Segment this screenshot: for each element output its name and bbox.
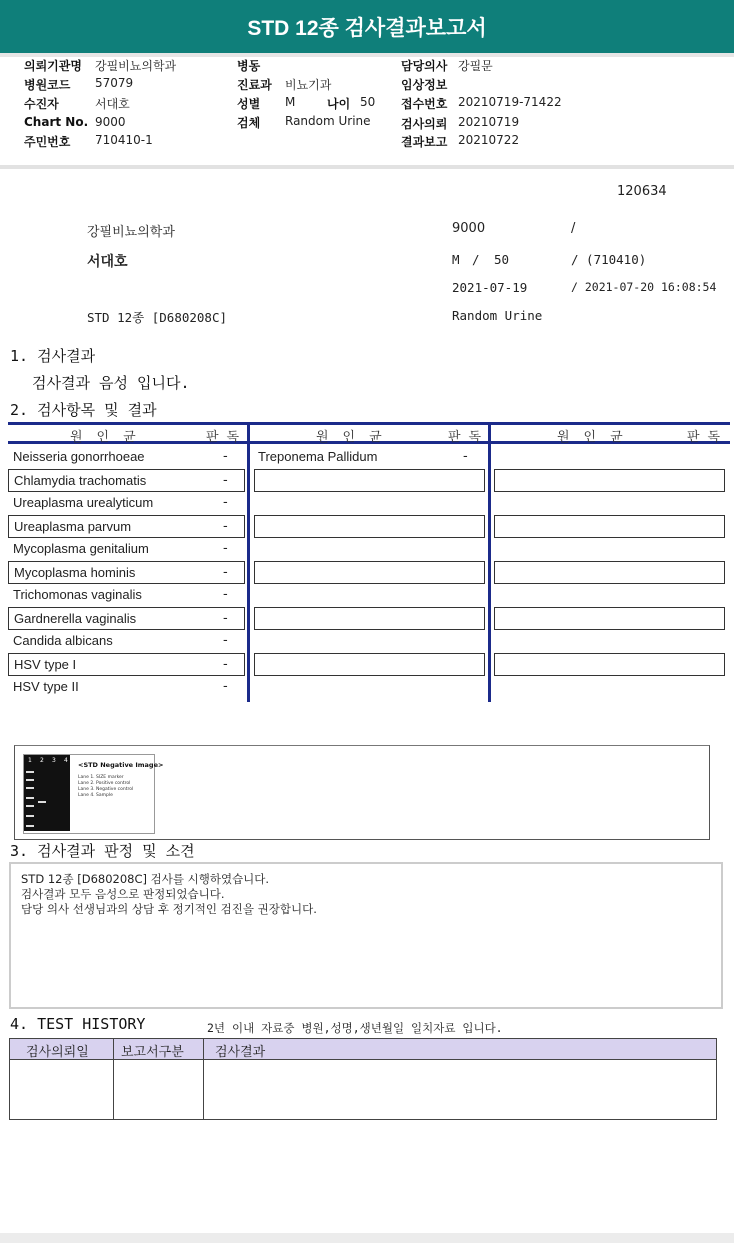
report-chart: 9000 (452, 221, 486, 236)
organism-result: - (223, 565, 228, 580)
label-age: 나이 (327, 97, 351, 111)
value-receipt-number: 20210719-71422 (458, 95, 562, 109)
gel-band (26, 797, 34, 799)
history-header-report-type: 보고서구분 (121, 1045, 184, 1060)
organism-name: HSV type II (13, 679, 79, 694)
report-datetime: / 2021-07-20 16:08:54 (571, 280, 717, 294)
col2-header-organism: 원인균 (316, 430, 396, 445)
table-row (8, 561, 245, 584)
report-sex-age-separator: / (472, 252, 480, 267)
report-specimen: Random Urine (452, 308, 543, 323)
table-row (8, 515, 245, 538)
organism-result: - (223, 473, 228, 488)
report-test-name: STD 12종 [D680208C] (87, 310, 228, 325)
gel-band (26, 815, 34, 817)
organism-name: Ureaplasma parvum (14, 519, 132, 534)
column-divider-1 (247, 422, 250, 702)
gel-band (26, 771, 34, 773)
organism-result: - (223, 633, 228, 648)
section2-title: 2. 검사항목 및 결과 (10, 401, 157, 419)
empty-cell (494, 561, 725, 584)
report-sex: M (452, 252, 460, 267)
value-resident-number: 710410-1 (95, 133, 153, 147)
lane-label: 1 (28, 757, 32, 764)
history-column-divider (203, 1039, 204, 1119)
table-row (8, 676, 245, 699)
empty-cell (254, 561, 485, 584)
empty-cell (494, 653, 725, 676)
history-column-divider (113, 1039, 114, 1119)
opinion-line: 담당 의사 선생님과의 상담 후 정기적인 검진을 권장합니다. (21, 902, 317, 916)
organism-name: Treponema Pallidum (258, 449, 378, 464)
empty-cell (254, 607, 485, 630)
table-row (8, 607, 245, 630)
table-top-border (8, 422, 730, 425)
value-hospital-code: 57079 (95, 76, 134, 90)
col3-header-verdict: 판독 (687, 430, 729, 445)
header-divider (0, 165, 734, 169)
column-divider-2 (488, 422, 491, 702)
table-row (8, 630, 245, 653)
gel-legend-item: Lane 1. SIZE marker (78, 775, 124, 780)
label-resident-number: 주민번호 (24, 135, 71, 149)
label-doctor: 담당의사 (401, 59, 448, 73)
organism-result: - (463, 449, 468, 464)
gel-image (24, 755, 70, 831)
value-doctor: 강필문 (458, 59, 493, 73)
gel-band (26, 787, 34, 789)
organism-name: Gardnerella vaginalis (14, 611, 137, 626)
opinion-box (9, 862, 723, 1009)
history-header (10, 1039, 716, 1060)
organism-result: - (223, 657, 228, 672)
col3-header-organism: 원인균 (557, 430, 637, 445)
empty-cell (494, 515, 725, 538)
empty-cell (254, 653, 485, 676)
gel-legend-item: Lane 3. Negative control (78, 787, 134, 792)
label-clinical-info: 임상정보 (401, 78, 448, 92)
organism-result: - (223, 587, 228, 602)
value-test-request: 20210719 (458, 115, 520, 129)
value-requesting-institution: 강필비뇨의학과 (95, 59, 177, 73)
organism-name: Mycoplasma genitalium (13, 541, 149, 556)
results-table (8, 422, 730, 702)
label-test-request: 검사의뢰 (401, 117, 448, 131)
organism-name: HSV type I (14, 657, 77, 672)
empty-cell (254, 469, 485, 492)
gel-band (26, 779, 34, 781)
organism-name: Candida albicans (13, 633, 113, 648)
value-patient: 서대호 (95, 97, 130, 111)
organism-name: Chlamydia trachomatis (14, 473, 147, 488)
label-chart-no: Chart No. (24, 115, 89, 129)
value-specimen: Random Urine (285, 114, 371, 128)
footer-bar (0, 1233, 734, 1243)
table-row (8, 492, 245, 515)
gel-image-frame (14, 745, 710, 840)
organism-name: Mycoplasma hominis (14, 565, 136, 580)
section4-title: 4. TEST HISTORY (10, 1015, 146, 1033)
label-requesting-institution: 의뢰기관명 (24, 59, 82, 73)
value-age: 50 (360, 95, 376, 109)
organism-name: Neisseria gonorrhoeae (13, 449, 145, 464)
empty-cell (494, 469, 725, 492)
report-jumin: / (710410) (571, 252, 647, 267)
label-specimen: 검체 (237, 116, 261, 130)
table-row (8, 584, 245, 607)
label-result-report: 결과보고 (401, 135, 448, 149)
report-clinic: 강필비뇨의학과 (87, 225, 175, 240)
col2-header-verdict: 판독 (448, 430, 490, 445)
organism-result: - (223, 449, 228, 464)
table-row (8, 469, 245, 492)
gel-image-card (23, 754, 164, 834)
table-row (8, 538, 245, 561)
col1-header-organism: 원인균 (70, 430, 150, 445)
label-ward: 병동 (237, 59, 261, 73)
label-receipt-number: 접수번호 (401, 97, 448, 111)
value-department: 비뇨기과 (285, 78, 332, 92)
organism-result: - (223, 541, 228, 556)
report-banner (0, 0, 734, 57)
organism-name: Ureaplasma urealyticum (13, 495, 154, 510)
history-table (9, 1038, 717, 1120)
section1-text: 검사결과 음성 입니다. (32, 374, 190, 392)
report-title: STD 12종 검사결과보고서 (247, 17, 487, 40)
lane-label: 2 (40, 757, 44, 764)
gel-band (26, 805, 34, 807)
section3-title: 3. 검사결과 판정 및 소견 (10, 842, 195, 860)
gel-legend-item: Lane 2. Positive control (78, 781, 131, 786)
value-sex: M (285, 95, 296, 109)
label-sex: 성별 (237, 97, 261, 111)
gel-image-title: <STD Negative Image> (78, 761, 164, 769)
organism-name: Trichomonas vaginalis (13, 587, 142, 602)
report-code: 120634 (617, 184, 667, 199)
report-request-date: 2021-07-19 (452, 280, 528, 295)
lane-label: 4 (64, 757, 68, 764)
organism-result: - (223, 679, 228, 694)
lane-label: 3 (52, 757, 56, 764)
gel-legend-item: Lane 4. Sample (78, 793, 113, 798)
report-age: 50 (494, 252, 510, 267)
section4-note: 2년 이내 자료중 병원,성명,생년월일 일치자료 입니다. (207, 1021, 503, 1035)
report-patient: 서대호 (87, 254, 128, 270)
section1-title: 1. 검사결과 (10, 347, 96, 365)
value-chart-no: 9000 (95, 115, 126, 129)
value-result-report: 20210722 (458, 133, 520, 147)
opinion-line: 검사결과 모두 음성으로 판정되었습니다. (21, 887, 225, 901)
label-department: 진료과 (237, 78, 272, 92)
gel-band (26, 825, 34, 827)
table-row (8, 653, 245, 676)
table-row (8, 446, 245, 469)
label-patient: 수진자 (24, 97, 59, 111)
table-row (253, 446, 485, 469)
history-header-request-date: 검사의뢰일 (26, 1045, 89, 1060)
organism-result: - (223, 611, 228, 626)
report-slash: / (571, 221, 576, 236)
opinion-line: STD 12종 [D680208C] 검사를 시행하였습니다. (21, 872, 270, 886)
col1-header-verdict: 판독 (206, 430, 248, 445)
empty-cell (494, 607, 725, 630)
label-hospital-code: 병원코드 (24, 78, 71, 92)
history-header-result: 검사결과 (215, 1045, 266, 1060)
organism-result: - (223, 495, 228, 510)
empty-cell (254, 515, 485, 538)
gel-band (38, 801, 46, 803)
organism-result: - (223, 519, 228, 534)
